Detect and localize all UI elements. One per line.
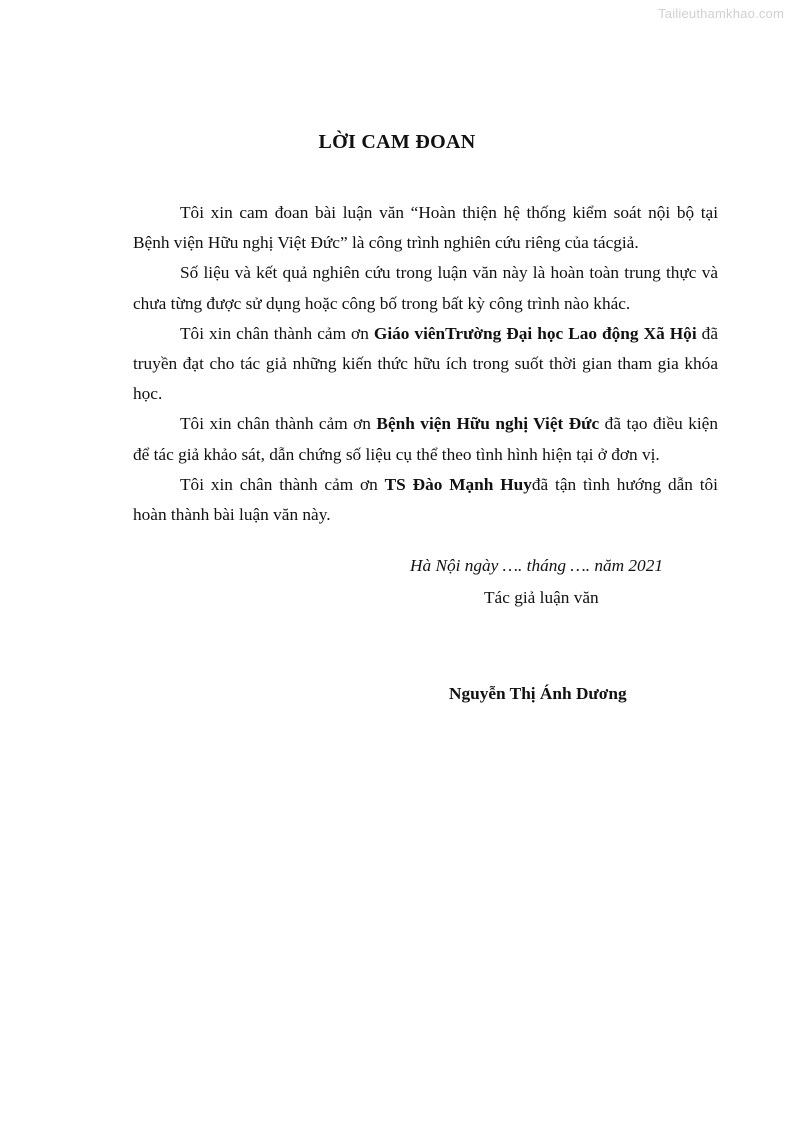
text-segment: Tôi xin chân thành cảm ơn (180, 414, 377, 434)
paragraph-thanks-hospital (133, 409, 718, 469)
text-segment: Tôi xin cam đoan bài luận văn “Hoàn thiện hệ thống kiểm soát nội bộ tại Bệnh viện Hữu nghị Việt Đức” là công trình nghiên cứu riêng của tácgiả. (133, 203, 718, 253)
text-segment: đã tạo điều kiện để tác giả khảo sát, dẫn chứng số liệu cụ thể theo tình hình hiện tại ở đơn vị. (133, 414, 718, 464)
bold-text-hospital: Bệnh viện Hữu nghị Việt Đức (376, 414, 600, 434)
paragraph-declaration (133, 198, 718, 258)
place-date: Hà Nội ngày …. tháng …. năm 2021 (410, 556, 663, 575)
text-segment: Tôi xin chân thành cảm ơn (180, 474, 385, 494)
text-segment: Số liệu và kết quả nghiên cứu trong luận văn này là hoàn toàn trung thực và chưa từng được sử dụng hoặc công bố trong bất kỳ công trình nào khác. (133, 263, 718, 313)
text-segment: đã tận tình hướng dẫn tôi hoàn thành bài luận văn này. (133, 474, 718, 525)
paragraph-thanks-supervisor (133, 470, 718, 530)
paragraph-data-honesty (133, 258, 718, 318)
watermark: Tailieuthamkhao.com (658, 6, 784, 21)
author-name: Nguyễn Thị Ánh Dương (449, 684, 627, 703)
author-label: Tác giả luận văn (484, 588, 599, 607)
page-title: LỜI CAM ĐOAN (318, 131, 476, 153)
text-segment: đã truyền đạt cho tác giả những kiến thức hữu ích trong suốt thời gian tham gia khóa học. (133, 323, 718, 404)
document-body (133, 198, 718, 530)
bold-text-university: Giáo viênTrường Đại học Lao động Xã Hội (373, 323, 697, 343)
bold-text-supervisor: TS Đào Mạnh Huy (384, 474, 532, 494)
paragraph-thanks-teachers (133, 319, 718, 410)
text-segment: Tôi xin chân thành cảm ơn (180, 323, 374, 343)
